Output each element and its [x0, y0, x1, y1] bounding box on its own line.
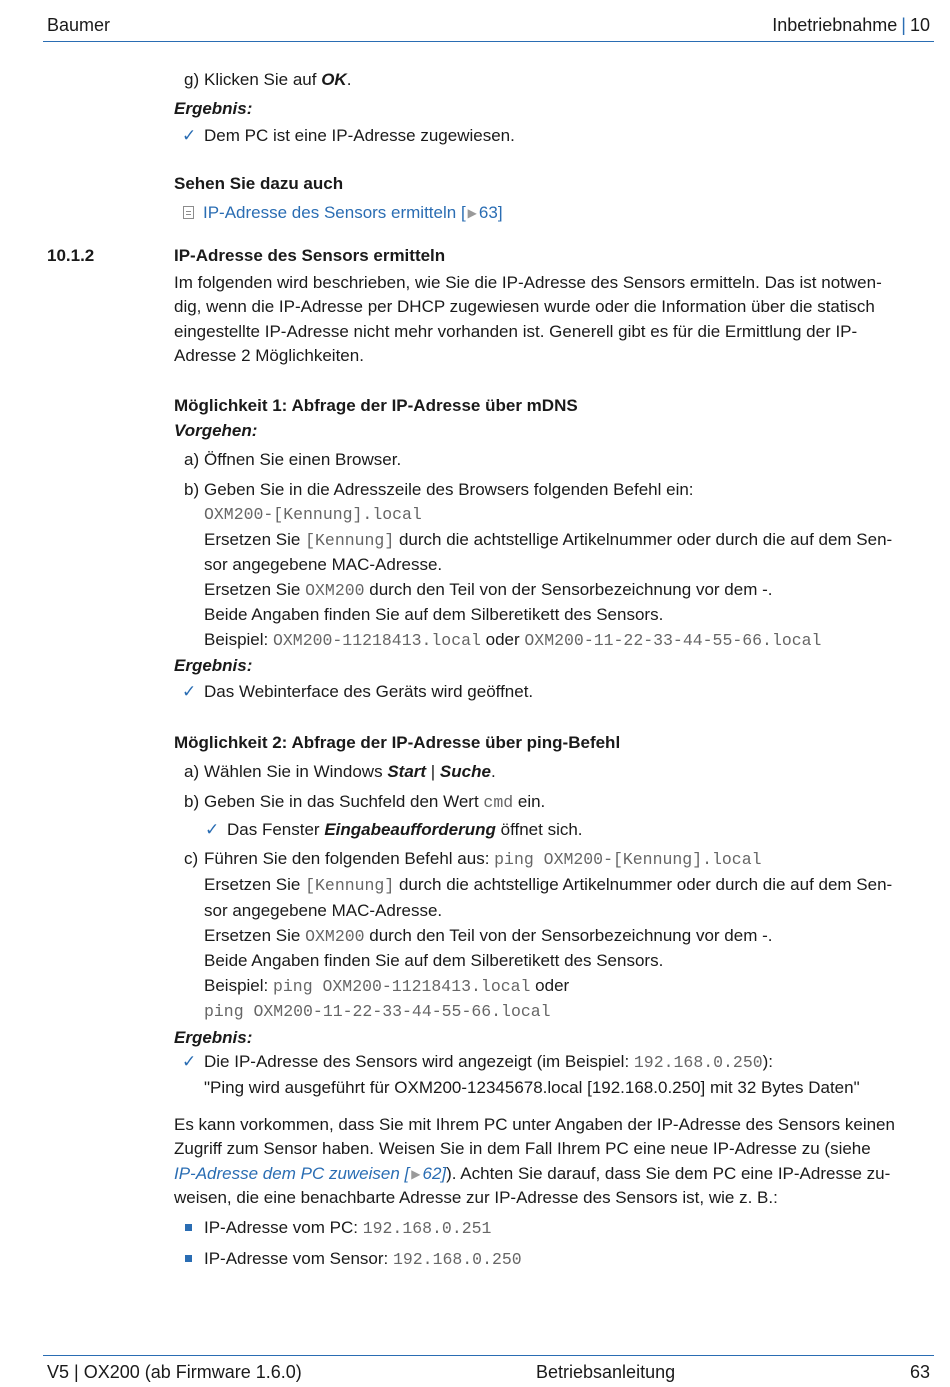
m1-step-b: b) Geben Sie in die Adresszeile des Browsers folgenden Befehl ein:	[184, 480, 694, 499]
footer-page-number: 63	[909, 1362, 930, 1382]
m1-both-info: Beide Angaben finden Sie auf dem Silberetikett des Sensors.	[204, 605, 664, 624]
intro-line: Adresse 2 Möglichkeiten.	[174, 346, 364, 365]
m2-step-b-result: ✓ Das Fenster Eingabeaufforderung öffnet sich.	[205, 820, 583, 839]
method1-title: Möglichkeit 1: Abfrage der IP-Adresse über mDNS	[174, 396, 578, 415]
header-section-title: Inbetriebnahme	[772, 15, 898, 35]
header-section: Inbetriebnahme | 10	[772, 15, 930, 35]
closing-line: Es kann vorkommen, dass Sie mit Ihrem PC unter Angaben der IP-Adresse des Sensors keinen	[174, 1115, 895, 1134]
intro-line: dig, wenn die IP-Adresse per DHCP zugewiesen wurde oder die Information über die statisch	[174, 297, 875, 316]
vorgehen-label: Vorgehen:	[174, 421, 258, 440]
header-brand: Baumer	[47, 15, 111, 35]
check-icon: ✓	[205, 820, 220, 839]
section-number: 10.1.2	[47, 246, 95, 265]
see-also-heading: Sehen Sie dazu auch	[174, 174, 344, 193]
square-bullet-icon	[185, 1224, 192, 1231]
m1-replace-oxm: Ersetzen Sie OXM200 durch den Teil von der Sensorbezeichnung vor dem -.	[204, 580, 773, 600]
closing-line: Zugriff zum Sensor haben. Weisen Sie in dem Fall Ihrem PC eine neue IP-Adresse zu (siehe	[174, 1139, 871, 1158]
square-bullet-icon	[185, 1255, 192, 1262]
result-item: ✓ Dem PC ist eine IP-Adresse zugewiesen.	[182, 126, 515, 145]
triangle-right-icon: ▶	[411, 1167, 421, 1181]
intro-line: eingestellte IP-Adresse nicht mehr vorhanden ist. Generell gibt es für die Ermittlung der IP-	[174, 322, 858, 341]
check-icon: ✓	[182, 1052, 197, 1071]
check-icon: ✓	[182, 682, 197, 701]
footer-version: V5 | OX200 (ab Firmware 1.6.0)	[47, 1362, 302, 1382]
document-icon	[183, 206, 194, 219]
step-g: g) Klicken Sie auf OK.	[184, 70, 352, 89]
header-rule	[43, 41, 934, 42]
see-also-link[interactable]: IP-Adresse des Sensors ermitteln [ ▶ 63]	[183, 202, 503, 224]
m2-replace-kennung: Ersetzen Sie [Kennung] durch die achtstellige Artikelnummer oder durch die auf dem Sen-	[204, 875, 893, 895]
m2-example: Beispiel: ping OXM200-11218413.local oder	[204, 976, 570, 996]
m2-replace-oxm: Ersetzen Sie OXM200 durch den Teil von der Sensorbezeichnung vor dem -.	[204, 926, 773, 946]
ergebnis-label: Ergebnis:	[174, 1028, 253, 1047]
pc-ip-link[interactable]: IP-Adresse dem PC zuweisen [	[174, 1164, 410, 1183]
closing-line-link: IP-Adresse dem PC zuweisen [ ▶ 62]). Achten Sie darauf, dass Sie dem PC eine IP-Adresse zu-	[174, 1164, 891, 1183]
m2-step-a: a) Wählen Sie in Windows Start | Suche.	[184, 762, 496, 781]
m1-command: OXM200-[Kennung].local	[204, 505, 422, 524]
intro-line: Im folgenden wird beschrieben, wie Sie die IP-Adresse des Sensors ermitteln. Das ist notwen-	[174, 273, 882, 292]
m2-result-ping-output: "Ping wird ausgeführt für OXM200-12345678.local [192.168.0.250] mit 32 Bytes Daten"	[204, 1078, 860, 1097]
m2-step-c: c) Führen Sie den folgenden Befehl aus: ping OXM200-[Kennung].local	[184, 849, 762, 869]
m1-step-a: a) Öffnen Sie einen Browser.	[184, 450, 402, 469]
ergebnis-label: Ergebnis:	[174, 99, 253, 118]
section-title: IP-Adresse des Sensors ermitteln	[174, 246, 446, 265]
m2-both-info: Beide Angaben finden Sie auf dem Silberetikett des Sensors.	[204, 951, 664, 970]
m2-result: ✓ Die IP-Adresse des Sensors wird angezeigt (im Beispiel: 192.168.0.250):	[182, 1052, 774, 1072]
footer-rule	[43, 1355, 934, 1356]
header-page-number: 10	[909, 15, 930, 35]
m1-result: ✓ Das Webinterface des Geräts wird geöffnet.	[182, 682, 534, 701]
footer-doc-type: Betriebsanleitung	[536, 1362, 676, 1382]
m2-example-cont: ping OXM200-11-22-33-44-55-66.local	[204, 1002, 551, 1021]
closing-line: weisen, die eine benachbarte Adresse zur IP-Adresse des Sensors ist, wie z. B.:	[174, 1188, 778, 1207]
m1-replace-kennung-cont: sor angegebene MAC-Adresse.	[204, 555, 443, 574]
bullet-item: IP-Adresse vom Sensor: 192.168.0.250	[185, 1248, 522, 1271]
bullet-item: IP-Adresse vom PC: 192.168.0.251	[185, 1217, 491, 1240]
check-icon: ✓	[182, 126, 197, 145]
m2-step-b: b) Geben Sie in das Suchfeld den Wert cmd ein.	[184, 792, 546, 812]
ergebnis-label: Ergebnis:	[174, 656, 253, 675]
triangle-right-icon: ▶	[467, 206, 477, 220]
m1-replace-kennung: Ersetzen Sie [Kennung] durch die achtstellige Artikelnummer oder durch die auf dem Sen-	[204, 530, 893, 550]
m2-replace-kennung-cont: sor angegebene MAC-Adresse.	[204, 901, 443, 920]
method2-title: Möglichkeit 2: Abfrage der IP-Adresse über ping-Befehl	[174, 733, 621, 752]
m1-example: Beispiel: OXM200-11218413.local oder OXM200-11-22-33-44-55-66.local	[204, 630, 822, 650]
